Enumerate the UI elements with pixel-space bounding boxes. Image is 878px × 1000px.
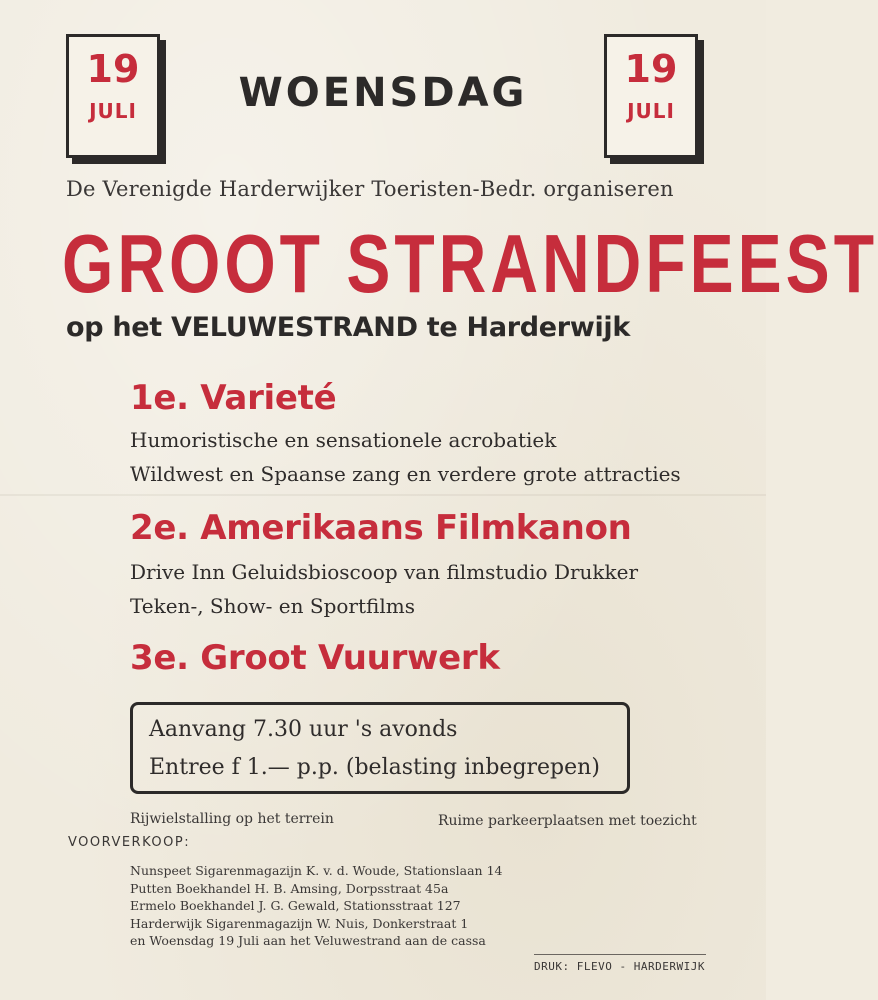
date-month-left: JULI <box>89 99 137 123</box>
date-box-left <box>66 34 160 158</box>
location-line: op het VELUWESTRAND te Harderwijk <box>66 312 631 343</box>
program-2-line-1: Drive Inn Geluidsbioscoop van filmstudio Drukker <box>130 560 639 584</box>
program-2-line-2: Teken-, Show- en Sportfilms <box>130 594 415 618</box>
main-title: GROOT STRANDFEEST <box>62 217 878 310</box>
date-day-left: 19 <box>86 47 140 91</box>
program-1-line-1: Humoristische en sensationele acrobatiek <box>130 428 557 452</box>
entry-price: Entree f 1.— p.p. (belasting inbegrepen) <box>149 755 600 780</box>
presale-list <box>130 862 503 950</box>
printer-divider <box>534 954 706 955</box>
presale-item: Putten Boekhandel H. B. Amsing, Dorpsstraat 45a <box>130 880 449 896</box>
date-day-right: 19 <box>624 47 678 91</box>
program-title-3: 3e. Groot Vuurwerk <box>130 638 500 678</box>
bike-parking-note: Rijwielstalling op het terrein <box>130 811 334 827</box>
program-1-line-2: Wildwest en Spaanse zang en verdere grote attracties <box>130 462 681 486</box>
presale-label: VOORVERKOOP: <box>68 835 191 850</box>
weekday-heading: WOENSDAG <box>238 70 528 116</box>
paper-fold-line <box>0 494 766 496</box>
start-time: Aanvang 7.30 uur 's avonds <box>149 717 458 742</box>
program-title-1: 1e. Varieté <box>130 378 337 418</box>
presale-item: Ermelo Boekhandel J. G. Gewald, Stationsstraat 127 <box>130 898 461 914</box>
program-title-2: 2e. Amerikaans Filmkanon <box>130 508 632 548</box>
start-info-box <box>130 702 630 794</box>
printer-credit: DRUK: FLEVO - HARDERWIJK <box>534 960 705 973</box>
presale-item: Harderwijk Sigarenmagazijn W. Nuis, Donkerstraat 1 <box>130 915 469 931</box>
date-box-right <box>604 34 698 158</box>
presale-item: Nunspeet Sigarenmagazijn K. v. d. Woude, Stationslaan 14 <box>130 863 503 878</box>
organizer-line: De Verenigde Harderwijker Toeristen-Bedr. organiseren <box>66 177 674 201</box>
car-parking-note: Ruime parkeerplaatsen met toezicht <box>438 813 697 829</box>
presale-item: en Woensdag 19 Juli aan het Veluwestrand aan de cassa <box>130 933 486 949</box>
date-month-right: JULI <box>627 99 675 123</box>
